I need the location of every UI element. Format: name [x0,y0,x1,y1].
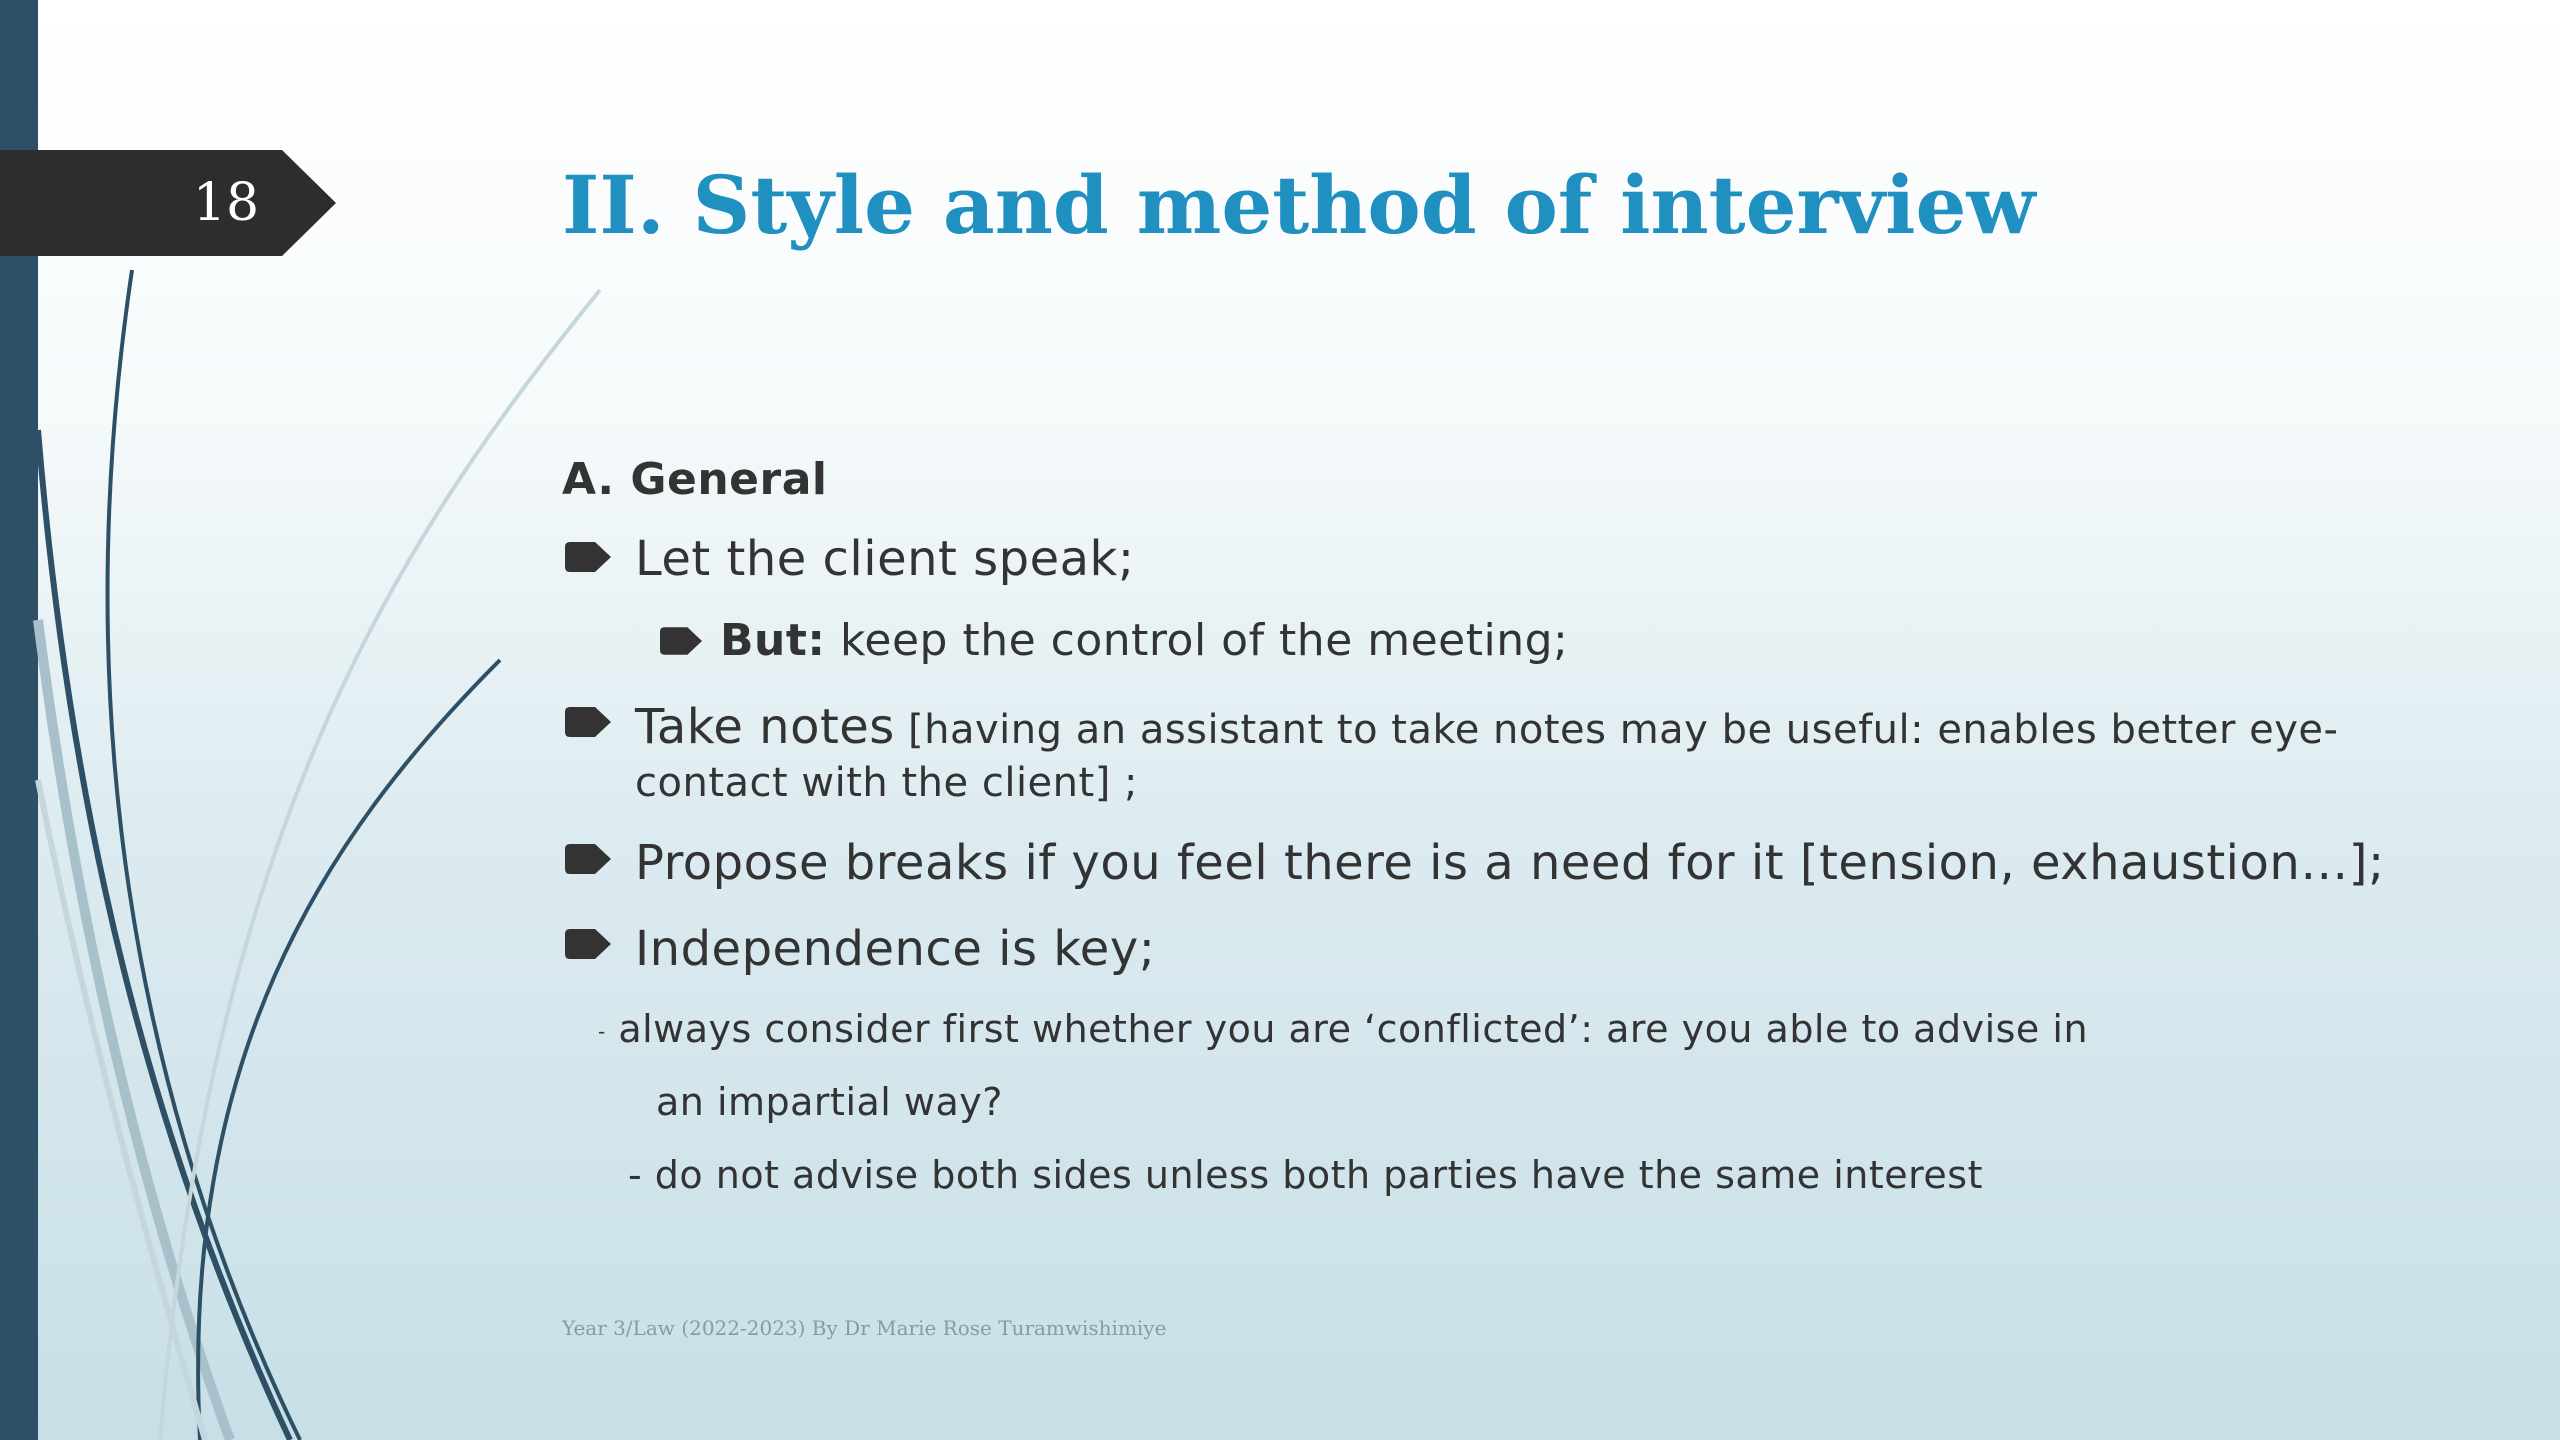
slide-footer: Year 3/Law (2022-2023) By Dr Marie Rose Turamwishimiye [562,1316,1167,1340]
arrow-bullet-icon [565,707,611,737]
arrow-bullet-icon [660,627,702,655]
conflict-dash: - [598,1019,606,1044]
conflict-line-2: an impartial way? [656,1080,1003,1124]
arrow-bullet-icon [565,929,611,959]
slide-title: II. Style and method of interview [562,158,2036,252]
bullet-independence: Independence is key; [635,921,1156,977]
keep-control-text: keep the control of the meeting; [825,615,1569,666]
take-notes-detail-continued: contact with the client] ; [635,760,1138,806]
bullet-client-speak: Let the client speak; [635,531,1135,587]
section-heading: A. General [562,454,828,505]
bullet-keep-control [720,613,1568,669]
arrow-bullet-icon [565,844,611,874]
conflict-text-1: always consider first whether you are ‘conflicted’: are you able to advise in [618,1007,2089,1051]
conflict-line-1 [598,1004,2088,1057]
bullet-propose-breaks: Propose breaks if you feel there is a need for it [tension, exhaustion…]; [635,835,2385,891]
slide-number: 18 [192,173,260,233]
but-label: But: [720,615,826,666]
arrow-bullet-icon [565,542,611,572]
take-notes-text: Take notes [635,699,895,755]
bullet-take-notes [635,696,2338,761]
both-sides-line: - do not advise both sides unless both parties have the same interest [628,1153,1983,1197]
take-notes-detail: [having an assistant to take notes may be useful: enables better eye- [894,707,2339,753]
slide-number-tab [0,150,336,256]
